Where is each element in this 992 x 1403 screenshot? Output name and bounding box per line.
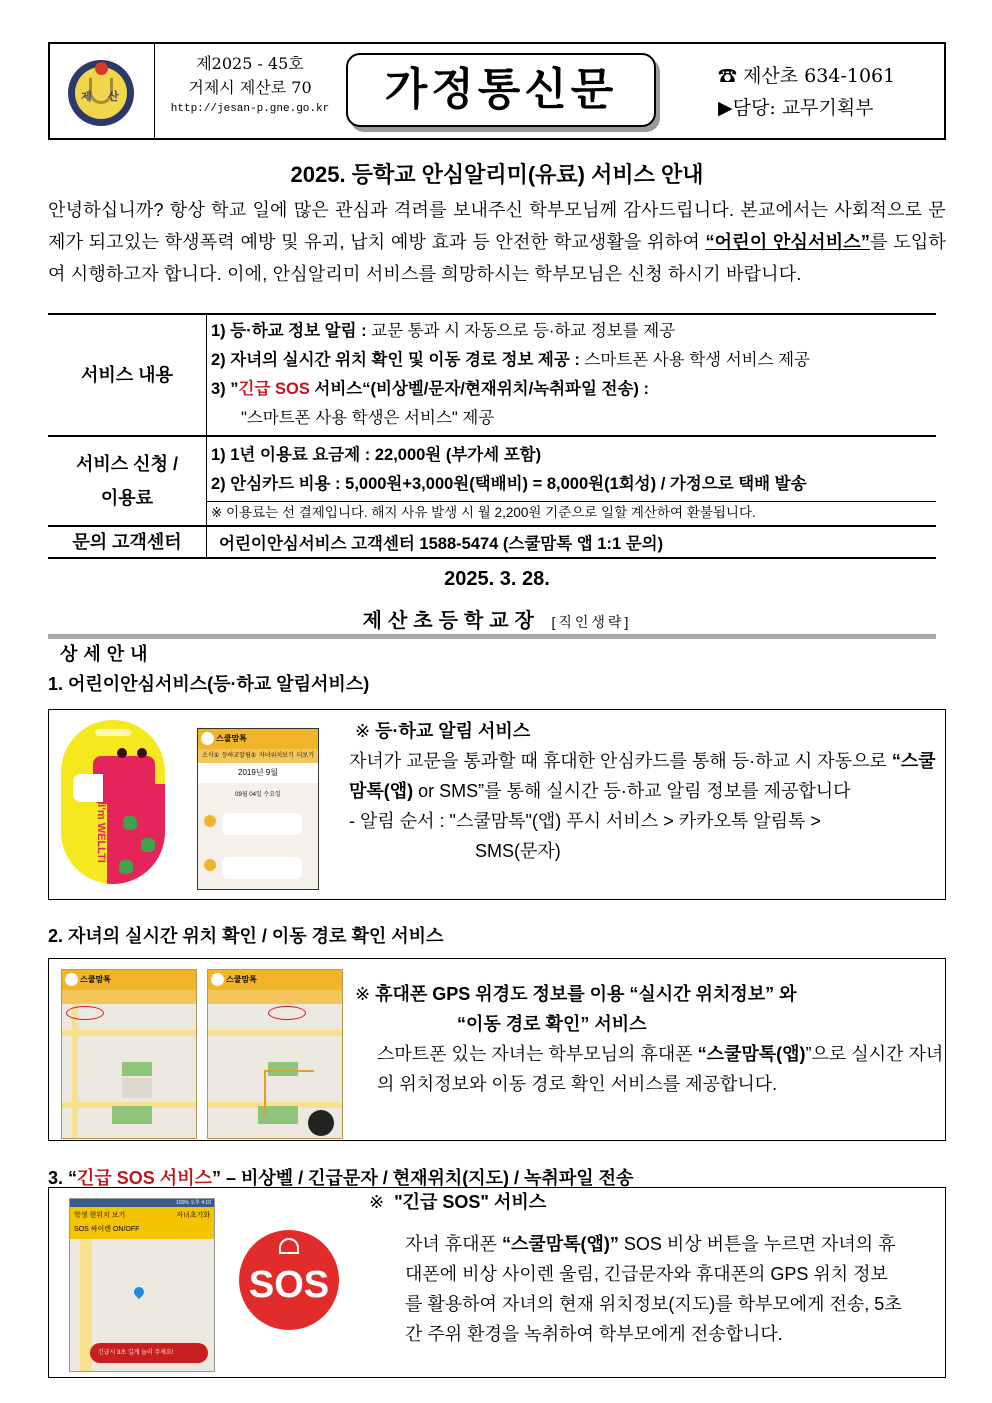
section-2-box xyxy=(48,958,946,1141)
sos-app-screenshot: 100% 오후 4:10 학생 현위치 보기 자녀초기화 SOS 싸이렌 ON/OFF 긴급시 3초 길게 눌러 주세요! xyxy=(69,1198,215,1372)
section-1-subtitle: 등·하교 알림 서비스 xyxy=(375,721,531,741)
logo-cell xyxy=(50,44,155,138)
service-item: 3) ”긴급 SOS 서비스“(비상벨/문자/현재위치/녹취파일 전송) : xyxy=(211,380,649,398)
issue-date: 2025. 3. 28. xyxy=(444,568,550,590)
phone-icon: ☎ xyxy=(718,65,738,87)
section-3-box xyxy=(48,1187,946,1378)
section-3-text: ※ "긴급 SOS" 서비스 자녀 휴대폰 “스쿨맘톡(앱)” SOS 비상 버튼을 누르면 자녀의 휴대폰에 비상 사이렌 울림, 긴급문자와 휴대폰의 GPS 위치 정보를 활용하여 자녀의 현재 위치정보(지도)를 학부모에게 전송, 5초간 주위 환경을 녹취하여 학부모에게 전송합니다. xyxy=(369,1192,902,1344)
app-screenshot-notifications: 스쿨맘톡 소식① 등하교알림① 자녀위치보기 더보기 2019년 9월 09월 04일 수요일 xyxy=(197,728,319,890)
service-label: 서비스 내용 xyxy=(48,314,207,436)
contact-person: ▶담당: 교무기획부 xyxy=(718,97,874,119)
fee-label: 서비스 신청 / 이용료 xyxy=(48,436,207,526)
table-row-inquiry xyxy=(48,526,936,558)
service-info-table xyxy=(48,313,936,559)
fee-item: 2) 안심카드 비용 : 5,000원+3,000원(택배비) = 8,000원(1회성) / 가정으로 택배 발송 xyxy=(211,475,807,494)
contact-info xyxy=(718,60,938,124)
table-row-service xyxy=(48,314,936,436)
letterhead xyxy=(48,42,946,140)
intro-paragraph: 안녕하십니까? 항상 학교 일에 많은 관심과 격려를 보내주신 학부모님께 감사드립니다. 본교에서는 사회적으로 문제가 되고있는 학생폭력 예방 및 유괴, 납치 예방 효과 등 안전한 학교생활을 위하여 “어린이 안심서비스”를 도입하여 시행하고자 합니다. 이에, 안심알리미 서비스를 희망하시는 학부모님은 신청 하시기 바랍니다. xyxy=(48,200,946,284)
section-1-heading: 1. 어린이안심서비스(등·하교 알림서비스) xyxy=(48,674,370,694)
principal-signature: 제산초등학교장 [직인생략] xyxy=(362,610,632,632)
school-logo-icon: 제 산 xyxy=(68,60,134,126)
newsletter-title: 가정통신문 xyxy=(384,64,618,115)
section-3-heading: 3. “긴급 SOS 서비스” – 비상벨 / 긴급문자 / 현재위치(지도) / 녹취파일 전송 xyxy=(48,1168,634,1188)
service-item: 1) 등·하교 정보 알림 : 교문 통과 시 자동으로 등·하교 정보를 제공 xyxy=(211,322,676,340)
newsletter-title-box xyxy=(346,53,656,127)
section-divider xyxy=(48,634,936,639)
school-address: 거제시 제산로 70 xyxy=(188,78,312,97)
inquiry-text: 어린이안심서비스 고객센터 1588-5474 (스쿨맘톡 앱 1:1 문의) xyxy=(207,526,937,558)
sos-label-red: 긴급 SOS xyxy=(238,380,310,398)
phone-number: 제산초 634-1061 xyxy=(743,65,896,87)
section-1-box xyxy=(48,709,946,900)
section-1-text: ※ 등·하교 알림 서비스 자녀가 교문을 통과할 때 휴대한 안심카드를 통해 등·하교 시 자동으로 “스쿨맘톡(앱) or SMS”를 통해 실시간 등·하교 알림 정보를 제공합니다 - 알림 순서 : "스쿨맘톡"(앱) 푸시 서비스 > 카카오톡 알림톡 > SMS(문자) xyxy=(349,716,939,866)
notification-order: - 알림 순서 : "스쿨맘톡"(앱) 푸시 서비스 > 카카오톡 알림톡 > xyxy=(349,811,821,831)
service-item-detail: "스마트폰 사용 학생은 서비스" 제공 xyxy=(241,409,495,427)
issue-info xyxy=(156,52,344,118)
section-2-text: ※ 휴대폰 GPS 위경도 정보를 이용 “실시간 위치정보” 와 “이동 경로 확인” 서비스 스마트폰 있는 자녀는 학부모님의 휴대폰 “스쿨맘톡(앱)”으로 실시간 자녀의 위치정보와 이동 경로 확인 서비스를 제공합니다. xyxy=(355,984,944,1094)
map-screenshot-location: 스쿨맘톡 xyxy=(61,969,197,1139)
map-screenshot-route: 스쿨맘톡 xyxy=(207,969,343,1139)
section-2-heading: 2. 자녀의 실시간 위치 확인 / 이동 경로 확인 서비스 xyxy=(48,926,444,946)
detail-heading: 상세안내 xyxy=(60,644,154,664)
safety-card-image: I'm WELLTI xyxy=(61,720,165,884)
table-row-fee xyxy=(48,436,936,501)
inquiry-label: 문의 고객센터 xyxy=(48,526,207,558)
service-item: 2) 자녀의 실시간 위치 확인 및 이동 경로 정보 제공 : 스마트폰 사용 학생 서비스 제공 xyxy=(211,351,810,369)
seal-omitted-note: [직인생략] xyxy=(551,614,632,630)
school-url[interactable]: http://jesan-p.gne.go.kr xyxy=(170,103,330,115)
fee-note: ※ 이용료는 선 결제입니다. 해지 사유 발생 시 월 2,200원 기준으로 일할 계산하여 환불됩니다. xyxy=(207,501,937,526)
sos-icon: SOS xyxy=(239,1230,339,1330)
fee-item: 1) 1년 이용료 요금제 : 22,000원 (부가세 포함) xyxy=(211,446,542,465)
issue-number: 제2025 - 45호 xyxy=(196,54,304,73)
service-name-highlight: “어린이 안심서비스” xyxy=(705,232,871,252)
document-title: 2025. 등학교 안심알리미(유료) 서비스 안내 xyxy=(290,162,704,187)
